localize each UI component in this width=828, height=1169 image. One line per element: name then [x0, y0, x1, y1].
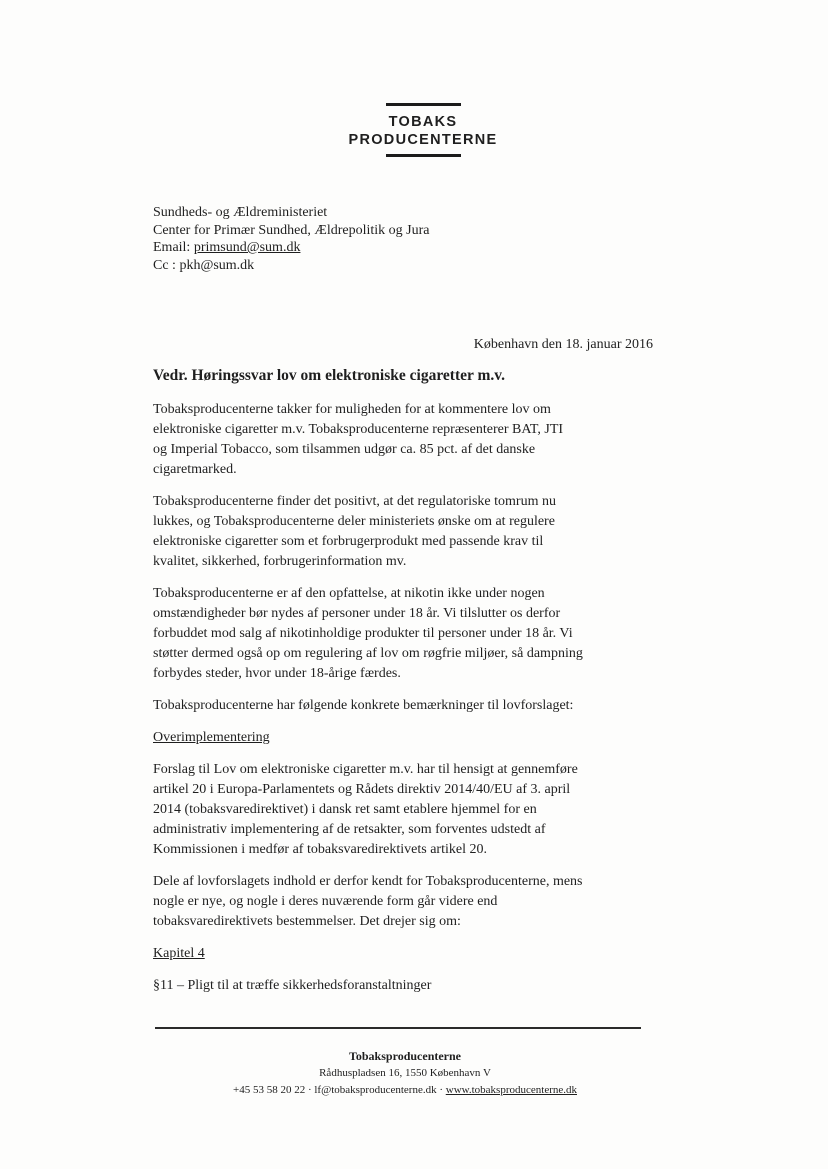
text-line: elektroniske cigaretter m.v. Tobaksproducenterne repræsenterer BAT, JTI [153, 422, 564, 437]
text-line: artikel 20 i Europa-Parlamentets og Rådets direktiv 2014/40/EU af 3. april [153, 782, 571, 797]
text-line: kvalitet, sikkerhed, forbrugerinformation mv. [153, 554, 407, 569]
footer-contact: +45 53 58 20 22 · lf@tobaksproducenterne.dk · [232, 1084, 446, 1096]
footer-org-name: Tobaksproducenterne [348, 1049, 462, 1063]
text-line: Forslag til Lov om elektroniske cigaretter m.v. har til hensigt at gennemføre [153, 762, 578, 777]
email-link[interactable]: primsund@sum.dk [193, 240, 301, 255]
text-line: elektroniske cigaretter som et forbrugerprodukt med passende krav til [153, 534, 544, 549]
paragraph-3 [153, 584, 663, 684]
paragraph-6 [153, 872, 663, 932]
footer-website-link[interactable]: www.tobaksproducenterne.dk [445, 1084, 577, 1096]
logo-text [330, 113, 516, 149]
section-heading-kapitel-4: Kapitel 4 [153, 946, 205, 961]
paragraph-7 [153, 976, 663, 996]
letter-date: København den 18. januar 2016 [473, 337, 653, 352]
text-line: Kommissionen i medfør af tobaksvaredirektivets artikel 20. [153, 842, 487, 857]
text-line: §11 – Pligt til at træffe sikkerhedsforanstaltninger [153, 978, 432, 993]
recipient-cc-line: Cc : pkh@sum.dk [153, 257, 255, 273]
logo-line-1: TOBAKS [388, 114, 458, 130]
text-line: Dele af lovforslagets indhold er derfor kendt for Tobaksproducenterne, mens [153, 874, 583, 889]
section-heading-overimplementering: Overimplementering [153, 730, 270, 745]
text-line: Tobaksproducenterne er af den opfattelse, at nikotin ikke under nogen [153, 586, 545, 601]
text-line: cigaretmarked. [153, 462, 237, 477]
letter-body [153, 400, 663, 1008]
text-line: og Imperial Tobacco, som tilsammen udgør ca. 85 pct. af det danske [153, 442, 536, 457]
logo-top-bar [386, 103, 461, 106]
text-line: støtter dermed også op om regulering af lov om røgfrie miljøer, så dampning [153, 646, 583, 661]
paragraph-5 [153, 760, 663, 860]
paragraph-1 [153, 400, 663, 480]
logo-bottom-bar [386, 154, 461, 157]
recipient-email-line [153, 239, 429, 257]
text-line: 2014 (tobaksvaredirektivet) i dansk ret samt etablere hjemmel for en [153, 802, 537, 817]
paragraph-4 [153, 696, 663, 716]
text-line: forbuddet mod salg af nikotinholdige produkter til personer under 18 år. Vi [153, 626, 573, 641]
text-line: Tobaksproducenterne takker for muligheden for at kommentere lov om [153, 402, 551, 417]
recipient-line-1: Sundheds- og Ældreministeriet [153, 205, 328, 220]
recipient-address [153, 204, 429, 274]
email-label: Email: [153, 240, 194, 255]
text-line: administrativ implementering af de retsakter, som forventes udstedt af [153, 822, 546, 837]
text-line: lukkes, og Tobaksproducenterne deler ministeriets ønske om at regulere [153, 514, 555, 529]
text-line: forbydes steder, hvor under 18-årige færdes. [153, 666, 401, 681]
footer-address: Rådhuspladsen 16, 1550 København V [319, 1067, 491, 1079]
footer-contact-line [155, 1082, 655, 1099]
text-line: Tobaksproducenterne finder det positivt, at det regulatoriske tomrum nu [153, 494, 556, 509]
recipient-line-2: Center for Primær Sundhed, Ældrepolitik og Jura [153, 222, 430, 238]
paragraph-2 [153, 492, 663, 572]
text-line: tobaksvaredirektivets bestemmelser. Det drejer sig om: [153, 914, 461, 929]
footer-divider [155, 1027, 641, 1029]
company-logo [330, 103, 516, 157]
text-line: Tobaksproducenterne har følgende konkrete bemærkninger til lovforslaget: [153, 698, 574, 713]
letter-footer [155, 1048, 655, 1099]
text-line: omstændigheder bør nydes af personer under 18 år. Vi tilslutter os derfor [153, 606, 561, 621]
logo-line-2: PRODUCENTERNE [348, 132, 498, 148]
letter-subject: Vedr. Høringssvar lov om elektroniske cigaretter m.v. [153, 367, 506, 384]
text-line: nogle er nye, og nogle i deres nuværende form går videre end [153, 894, 498, 909]
